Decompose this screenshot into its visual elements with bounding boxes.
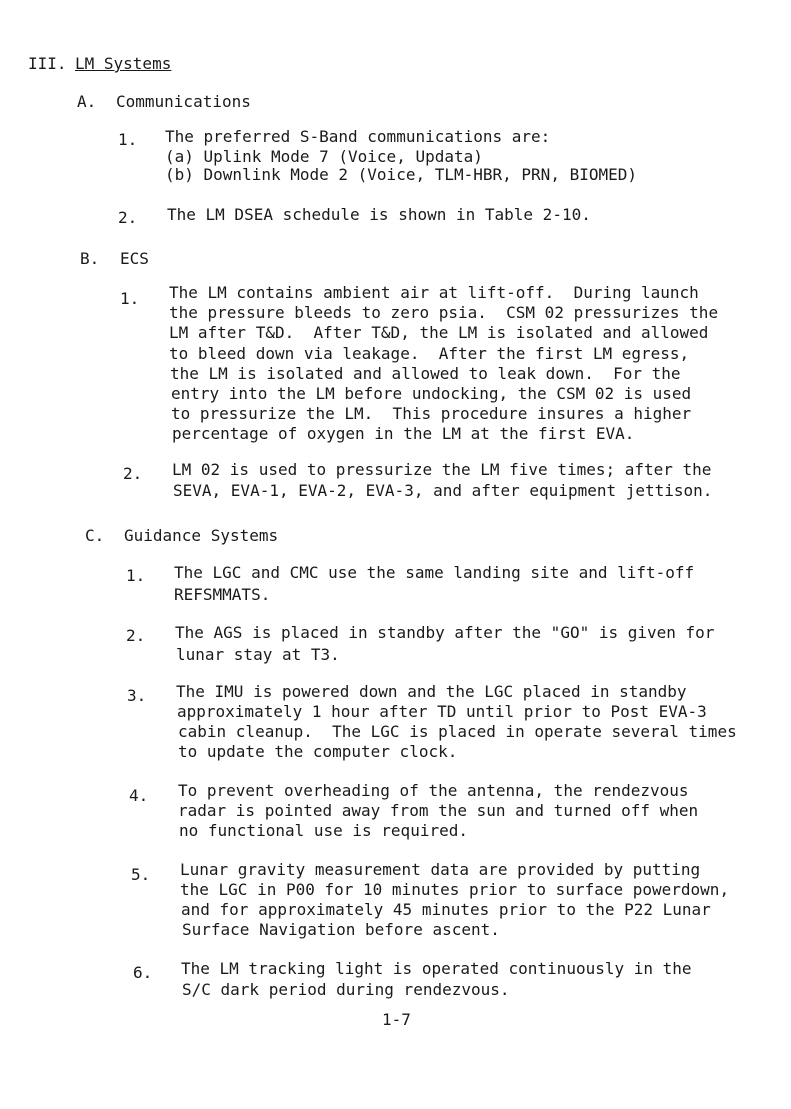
subsection-letter-a: A. [77,92,97,111]
item-number: 2. [118,208,138,227]
item-line: The LM contains ambient air at lift-off. During launch [169,283,699,302]
subsection-letter-c: C. [85,526,105,545]
item-line: The preferred S-Band communications are: [165,127,551,146]
page-number: 1-7 [382,1010,411,1029]
subsection-title-communications: Communications [116,92,251,111]
item-line: S/C dark period during rendezvous. [182,980,510,999]
item-line: (b) Downlink Mode 2 (Voice, TLM-HBR, PRN, BIOMED) [165,165,638,184]
item-line: approximately 1 hour after TD until prior to Post EVA-3 [177,702,707,721]
item-number: 1. [126,566,146,585]
item-line: REFSMMATS. [174,585,271,604]
item-line: the LM is isolated and allowed to leak down. For the [170,364,681,383]
item-line: radar is pointed away from the sun and turned off when [178,801,699,820]
item-line: the pressure bleeds to zero psia. CSM 02 pressurizes the [169,303,719,322]
item-number: 2. [123,464,143,483]
item-line: The AGS is placed in standby after the "GO" is given for [175,623,715,642]
item-number: 1. [120,289,140,308]
item-line: The IMU is powered down and the LGC placed in standby [176,682,687,701]
item-line: Lunar gravity measurement data are provided by putting [180,860,701,879]
item-line: LM after T&D. After T&D, the LM is isolated and allowed [169,323,709,342]
item-line: (a) Uplink Mode 7 (Voice, Updata) [165,147,483,166]
item-line: to pressurize the LM. This procedure insures a higher [171,404,692,423]
item-line: no functional use is required. [179,821,468,840]
item-line: SEVA, EVA-1, EVA-2, EVA-3, and after equipment jettison. [173,481,713,500]
item-number: 1. [118,130,138,149]
item-line: entry into the LM before undocking, the CSM 02 is used [171,384,692,403]
item-line: percentage of oxygen in the LM at the first EVA. [172,424,635,443]
item-number: 5. [131,865,151,884]
item-line: The LGC and CMC use the same landing site and lift-off [174,563,695,582]
section-number: III. [28,54,67,73]
item-line: Surface Navigation before ascent. [182,920,500,939]
item-number: 4. [129,786,149,805]
item-line: LM 02 is used to pressurize the LM five times; after the [172,460,712,479]
subsection-title-ecs: ECS [120,249,149,268]
subsection-letter-b: B. [80,249,100,268]
item-number: 2. [126,626,146,645]
section-title: LM Systems [75,54,172,73]
item-number: 6. [133,963,153,982]
item-line: to update the computer clock. [178,742,458,761]
item-line: and for approximately 45 minutes prior to the P22 Lunar [181,900,711,919]
subsection-title-guidance-systems: Guidance Systems [124,526,279,545]
item-line: To prevent overheading of the antenna, the rendezvous [178,781,689,800]
item-line: cabin cleanup. The LGC is placed in operate several times [178,722,737,741]
item-line: the LGC in P00 for 10 minutes prior to surface powerdown, [180,880,730,899]
item-number: 3. [127,686,147,705]
item-line: The LM DSEA schedule is shown in Table 2-10. [167,205,591,224]
item-line: lunar stay at T3. [176,645,340,664]
item-line: The LM tracking light is operated continuously in the [181,959,692,978]
item-line: to bleed down via leakage. After the first LM egress, [169,344,690,363]
